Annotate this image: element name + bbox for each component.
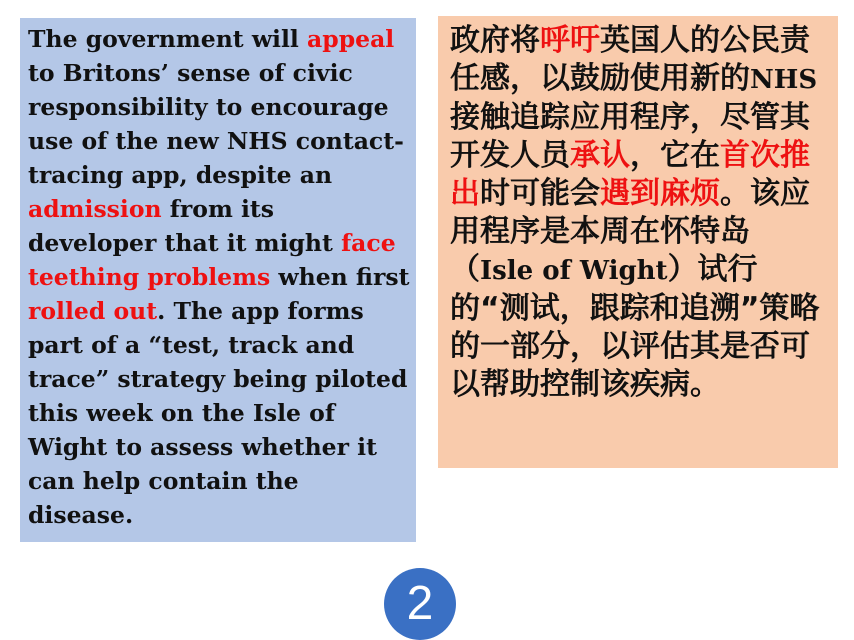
highlight-face-teething-problems: face teething problems	[28, 229, 396, 291]
chinese-text-latin: Isle of Wight	[480, 256, 668, 286]
highlight-appeal: appeal	[307, 25, 395, 53]
english-text-panel	[20, 18, 416, 542]
chinese-text-latin: NHS	[750, 65, 818, 95]
highlight-cheng-ren: 承认	[570, 138, 630, 173]
highlight-hu-yu: 呼吁	[540, 23, 600, 58]
english-text: when first	[270, 263, 410, 291]
chinese-text: 时可能会	[480, 176, 600, 211]
highlight-admission: admission	[28, 195, 162, 223]
highlight-rolled-out: rolled out	[28, 297, 158, 325]
english-text: to Britons’ sense of civic responsibility to encourage use of the new NHS contact-tracing app, despite an	[28, 59, 404, 189]
english-text: The government will	[28, 25, 308, 53]
highlight-shou-ci-tui-chu: 首次推出	[450, 138, 810, 211]
chinese-text: 。该应用程序是本周在怀特岛（	[450, 176, 810, 287]
page-number-badge: 2	[384, 568, 456, 640]
chinese-text: ，它在	[630, 138, 720, 173]
chinese-text: 接触追踪应用程序，尽管其开发人员	[450, 100, 810, 173]
chinese-text: 英国人的公民责任感，以鼓励使用新的	[450, 23, 810, 96]
chinese-text: 政府将	[450, 23, 540, 58]
english-text: . The app forms part of a “test, track and trace” strategy being piloted this week on the Isle of Wight to assess whether it can help contain the disease.	[28, 297, 408, 529]
chinese-text-panel	[438, 16, 838, 468]
english-text: from its developer that it might	[28, 195, 342, 257]
highlight-yu-dao-ma-fan: 遇到麻烦	[600, 176, 720, 211]
chinese-text: ）试行的“测试，跟踪和追溯”策略的一部分，以评估其是否可以帮助控制该疾病。	[450, 252, 820, 402]
